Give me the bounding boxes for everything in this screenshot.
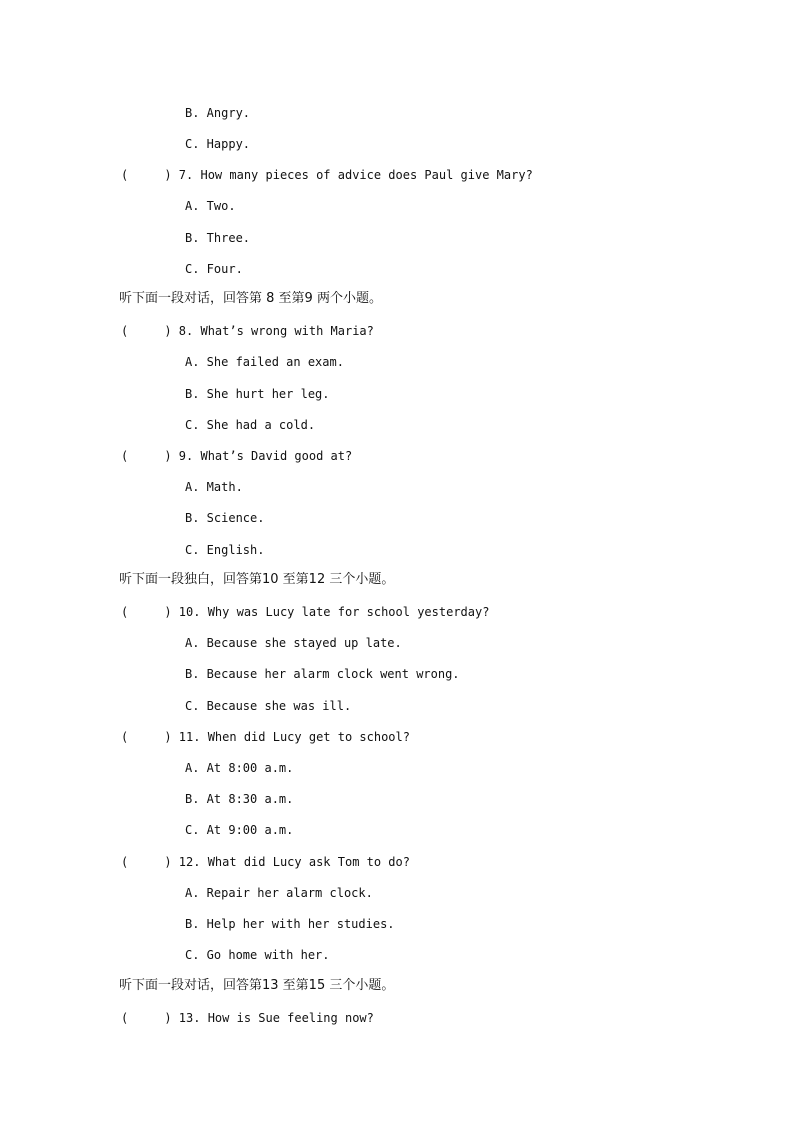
section-instruction: 听下面一段对话，回答第 8 至第9 两个小题。	[119, 291, 382, 306]
section-instruction: 听下面一段对话，回答第13 至第15 三个小题。	[119, 978, 395, 993]
question-line: ( ) 10. Why was Lucy late for school yesterday?	[121, 605, 490, 619]
option-line: B. Science.	[185, 511, 265, 525]
question-line: ( ) 13. How is Sue feeling now?	[121, 1011, 374, 1025]
question-line: ( ) 12. What did Lucy ask Tom to do?	[121, 855, 410, 869]
option-line: B. She hurt her leg.	[185, 387, 330, 401]
question-line: ( ) 8. What’s wrong with Maria?	[121, 324, 374, 338]
option-line: A. Math.	[185, 480, 243, 494]
option-line: C. At 9:00 a.m.	[185, 823, 294, 837]
question-line: ( ) 11. When did Lucy get to school?	[121, 730, 410, 744]
option-line: A. Two.	[185, 199, 236, 213]
option-line: C. Four.	[185, 262, 243, 276]
option-line: B. At 8:30 a.m.	[185, 792, 294, 806]
option-line: B. Help her with her studies.	[185, 917, 395, 931]
option-line: B. Three.	[185, 231, 251, 245]
question-line: ( ) 9. What’s David good at?	[121, 449, 353, 463]
option-line: C. Because she was ill.	[185, 699, 352, 713]
option-line: A. At 8:00 a.m.	[185, 761, 294, 775]
section-instruction: 听下面一段独白，回答第10 至第12 三个小题。	[119, 572, 395, 587]
question-line: ( ) 7. How many pieces of advice does Paul give Mary?	[121, 168, 533, 182]
option-line: A. Because she stayed up late.	[185, 636, 402, 650]
option-line: C. She had a cold.	[185, 418, 316, 432]
option-line: C. Happy.	[185, 137, 251, 151]
option-line: B. Angry.	[185, 106, 251, 120]
option-line: A. She failed an exam.	[185, 355, 344, 369]
option-line: A. Repair her alarm clock.	[185, 886, 373, 900]
option-line: C. Go home with her.	[185, 948, 330, 962]
option-line: B. Because her alarm clock went wrong.	[185, 667, 460, 681]
option-line: C. English.	[185, 543, 265, 557]
